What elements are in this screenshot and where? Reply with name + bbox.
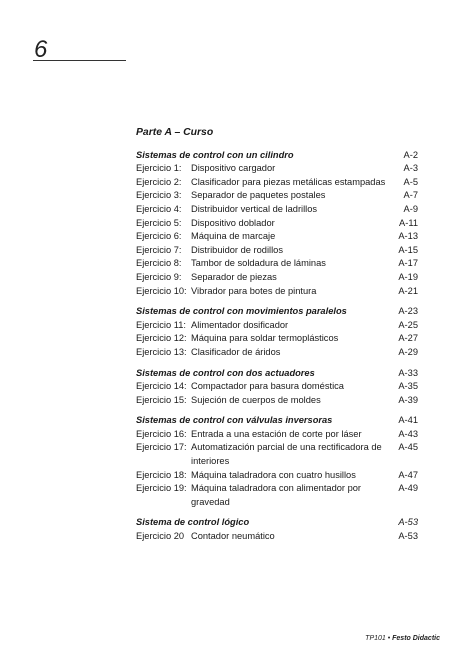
- exercise-number: Ejercicio 1:: [136, 163, 182, 174]
- exercise-title: Contador neumático: [191, 531, 275, 542]
- exercise-title: Vibrador para botes de pintura: [191, 285, 317, 296]
- exercise-title: Máquina para soldar termoplásticos: [191, 333, 339, 344]
- exercise-number: Ejercicio 2:: [136, 176, 182, 187]
- exercise-title: Entrada a una estación de corte por láser: [191, 428, 362, 439]
- section-page: A-53: [398, 517, 418, 528]
- exercise-title: Alimentador dosificador: [191, 319, 289, 330]
- toc-entry: [136, 230, 418, 244]
- section-heading: [136, 414, 418, 428]
- exercise-title: Distribuidor vertical de ladrillos: [191, 203, 318, 214]
- exercise-page: A-43: [398, 428, 418, 439]
- toc-entry: [136, 394, 418, 408]
- toc-entry: [136, 244, 418, 258]
- exercise-page: A-49: [398, 483, 418, 494]
- section-heading: [136, 516, 418, 530]
- toc-entry: [136, 162, 418, 176]
- exercise-page: A-9: [403, 203, 418, 214]
- exercise-page: A-21: [398, 285, 418, 296]
- exercise-page: A-29: [398, 346, 418, 357]
- toc-entry: [136, 271, 418, 285]
- toc-section: [136, 516, 418, 543]
- exercise-number: Ejercicio 15:: [136, 394, 187, 405]
- page-number: 6: [34, 36, 48, 63]
- exercise-number: Ejercicio 8:: [136, 258, 182, 269]
- toc-entry: [136, 482, 418, 509]
- toc-entry: [136, 189, 418, 203]
- table-of-contents: [136, 126, 418, 551]
- exercise-title: Distribuidor de rodillos: [191, 244, 283, 255]
- toc-entry: [136, 203, 418, 217]
- exercise-page: A-25: [398, 319, 418, 330]
- exercise-title: Máquina taladradora con cuatro husillos: [191, 469, 356, 480]
- exercise-title: Separador de piezas: [191, 271, 277, 282]
- exercise-page: A-5: [403, 176, 418, 187]
- exercise-number: Ejercicio 16:: [136, 428, 187, 439]
- exercise-title: Automatización parcial de una rectificadora de interiores: [191, 442, 382, 467]
- toc-section: [136, 149, 418, 299]
- section-page: A-33: [398, 367, 418, 378]
- section-page: A-2: [403, 149, 418, 160]
- exercise-number: Ejercicio 10:: [136, 285, 187, 296]
- exercise-title: Clasificador para piezas metálicas estampadas: [191, 176, 386, 187]
- exercise-title: Compactador para basura doméstica: [191, 381, 344, 392]
- toc-entry: [136, 469, 418, 483]
- exercise-title: Separador de paquetes postales: [191, 190, 326, 201]
- footer: [365, 635, 440, 642]
- exercise-number: Ejercicio 9:: [136, 271, 182, 282]
- exercise-page: A-53: [398, 531, 418, 542]
- exercise-number: Ejercicio 18:: [136, 469, 187, 480]
- section-page: A-23: [398, 306, 418, 317]
- part-title: Parte A – Curso: [136, 127, 214, 138]
- exercise-page: A-13: [398, 231, 418, 242]
- exercise-number: Ejercicio 17:: [136, 442, 187, 453]
- exercise-number: Ejercicio 11:: [136, 319, 186, 330]
- exercise-number: Ejercicio 7:: [136, 244, 182, 255]
- exercise-number: Ejercicio 14:: [136, 381, 187, 392]
- toc-section: [136, 414, 418, 509]
- page-number-rule: [33, 60, 126, 61]
- exercise-page: A-15: [398, 244, 418, 255]
- toc-entry: [136, 176, 418, 190]
- section-title: Sistemas de control con dos actuadores: [136, 367, 315, 378]
- footer-brand: Festo Didactic: [392, 635, 440, 642]
- exercise-number: Ejercicio 19:: [136, 483, 187, 494]
- exercise-title: Máquina taladradora con alimentador por gravedad: [191, 483, 362, 507]
- section-title: Sistema de control lógico: [136, 517, 250, 528]
- exercise-title: Dispositivo cargador: [191, 163, 276, 174]
- toc-entry: [136, 285, 418, 299]
- exercise-title: Máquina de marcaje: [191, 231, 276, 242]
- footer-code: TP101: [365, 635, 386, 642]
- section-heading: [136, 305, 418, 319]
- toc-entry: [136, 346, 418, 360]
- toc-entry: [136, 530, 418, 544]
- section-heading: [136, 149, 418, 163]
- exercise-page: A-7: [403, 190, 418, 201]
- exercise-page: A-39: [398, 394, 418, 405]
- exercise-number: Ejercicio 20: [136, 531, 185, 542]
- toc-entry: [136, 217, 418, 231]
- exercise-number: Ejercicio 3:: [136, 190, 182, 201]
- exercise-page: A-27: [398, 333, 418, 344]
- section-heading: [136, 367, 418, 381]
- section-title: Sistemas de control con movimientos paralelos: [136, 306, 347, 317]
- exercise-title: Clasificador de áridos: [191, 346, 281, 357]
- toc-sections: [136, 149, 418, 544]
- exercise-page: A-45: [398, 442, 418, 453]
- toc-entry: [136, 319, 418, 333]
- exercise-title: Sujeción de cuerpos de moldes: [191, 394, 321, 405]
- toc-entry: [136, 428, 418, 442]
- exercise-page: A-47: [398, 469, 418, 480]
- toc-entry: [136, 380, 418, 394]
- exercise-number: Ejercicio 6:: [136, 231, 182, 242]
- toc-entry: [136, 441, 418, 468]
- exercise-page: A-3: [403, 163, 418, 174]
- toc-entry: [136, 257, 418, 271]
- exercise-number: Ejercicio 5:: [136, 217, 182, 228]
- exercise-page: A-19: [398, 271, 418, 282]
- exercise-number: Ejercicio 4:: [136, 203, 182, 214]
- toc-section: [136, 305, 418, 359]
- toc-entry: [136, 332, 418, 346]
- footer-separator: •: [385, 635, 393, 642]
- section-title: Sistemas de control con un cilindro: [136, 149, 294, 160]
- exercise-number: Ejercicio 12:: [136, 333, 187, 344]
- exercise-page: A-35: [398, 381, 418, 392]
- exercise-number: Ejercicio 13:: [136, 346, 187, 357]
- exercise-title: Tambor de soldadura de láminas: [191, 258, 326, 269]
- exercise-page: A-17: [398, 258, 418, 269]
- toc-section: [136, 367, 418, 408]
- section-page: A-41: [398, 415, 418, 426]
- exercise-title: Dispositivo doblador: [191, 217, 275, 228]
- exercise-page: A-11: [399, 217, 418, 228]
- section-title: Sistemas de control con válvulas inversoras: [136, 415, 333, 426]
